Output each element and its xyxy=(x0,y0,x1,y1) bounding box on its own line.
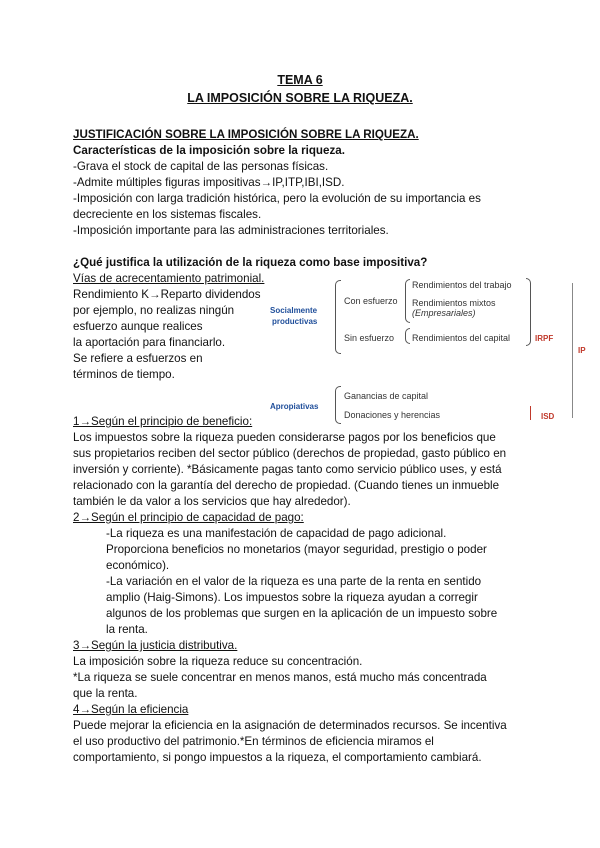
text-line: La imposición sobre la riqueza reduce su concentración. xyxy=(73,655,363,668)
text-line: -Imposición importante para las administraciones territoriales. xyxy=(73,224,389,237)
text-line: la renta. xyxy=(106,623,148,636)
text-line: Rendimiento K→Reparto dividendos xyxy=(73,288,261,301)
text-line: amplio (Haig-Simons). Los impuestos sobre la riqueza ayudan a corregir xyxy=(106,591,478,604)
text-line: Los impuestos sobre la riqueza pueden considerarse pagos por los beneficios que xyxy=(73,431,496,444)
question-heading: ¿Qué justifica la utilización de la riqueza como base impositiva? xyxy=(73,256,428,269)
principle-4-heading: 4→Según la eficiencia xyxy=(73,703,189,716)
text-line: términos de tiempo. xyxy=(73,368,175,381)
text-line: decreciente en los sistemas fiscales. xyxy=(73,208,262,221)
text-line: económico). xyxy=(106,559,170,572)
label-sin-esfuerzo: Sin esfuerzo xyxy=(344,333,395,343)
text-line: la aportación para financiarlo. xyxy=(73,336,226,349)
brace-productivas xyxy=(335,280,341,354)
label-ganancias: Ganancias de capital xyxy=(344,391,429,401)
principle-1-heading: 1→Según el principio de beneficio: xyxy=(73,415,253,428)
text-line: algunos de los problemas que surgen en la aplicación de un impuesto sobre xyxy=(106,607,498,620)
text-line: el uso productivo del patrimonio.*En términos de eficiencia miramos el xyxy=(73,735,434,748)
principle-2-heading: 2→Según el principio de capacidad de pago: xyxy=(73,511,304,524)
text-line: que la renta. xyxy=(73,687,138,700)
subheading-caracteristicas: Características de la imposición sobre la riqueza. xyxy=(73,144,345,157)
brace-apropiativas xyxy=(335,386,341,424)
text-line: inversión y corriente). *Básicamente pagas tanto como servicio público uses, y está xyxy=(73,463,502,476)
text-line: -La variación en el valor de la riqueza es una parte de la renta en sentido xyxy=(106,575,482,588)
section-heading-justificacion: JUSTIFICACIÓN SOBRE LA IMPOSICIÓN SOBRE LA RIQUEZA. xyxy=(73,128,419,141)
label-rend-mixtos: Rendimientos mixtos xyxy=(412,298,496,308)
brace-irpf xyxy=(526,278,531,346)
label-irpf: IRPF xyxy=(535,334,554,343)
vias-heading: Vías de acrecentamiento patrimonial. xyxy=(73,272,265,285)
divider-isd xyxy=(530,406,531,420)
label-productivas: productivas xyxy=(272,317,318,326)
label-isd: ISD xyxy=(541,412,555,421)
label-empresariales: (Empresariales) xyxy=(412,308,476,318)
text-line: -Grava el stock de capital de las personas físicas. xyxy=(73,160,329,173)
text-line: por ejemplo, no realizas ningún xyxy=(73,304,235,317)
label-ip: IP xyxy=(578,346,586,355)
text-line: -Admite múltiples figuras impositivas→IP,ITP,IBI,ISD. xyxy=(73,176,345,189)
text-line: relacionado con la garantía del derecho de propiedad. (Cuando tienes un inmueble xyxy=(73,479,500,492)
label-apropiativas: Apropiativas xyxy=(270,402,319,411)
text-line: -Imposición con larga tradición histórica, pero la evolución de su importancia es xyxy=(73,192,481,205)
label-rend-capital: Rendimientos del capital xyxy=(412,333,511,343)
brace-con-esfuerzo xyxy=(405,279,410,323)
label-donaciones: Donaciones y herencias xyxy=(344,410,441,420)
text-line: esfuerzo aunque realices xyxy=(73,320,203,333)
label-rend-trabajo: Rendimientos del trabajo xyxy=(412,280,512,290)
page-subtitle: LA IMPOSICIÓN SOBRE LA RIQUEZA. xyxy=(187,91,413,105)
text-line: Puede mejorar la eficiencia en la asignación de determinados recursos. Se incentiva xyxy=(73,719,507,732)
text-line: Proporciona beneficios no monetarios (mayor seguridad, prestigio o poder xyxy=(106,543,487,556)
text-line: *La riqueza se suele concentrar en menos manos, está mucho más concentrada xyxy=(73,671,487,684)
text-line: -La riqueza es una manifestación de capacidad de pago adicional. xyxy=(106,527,447,540)
page-title: TEMA 6 xyxy=(277,73,323,87)
divider-ip xyxy=(572,283,573,418)
principle-3-heading: 3→Según la justicia distributiva. xyxy=(73,639,238,652)
label-con-esfuerzo: Con esfuerzo xyxy=(344,296,398,306)
text-line: sus propietarios reciben del sector público (derechos de propiedad, gasto público en xyxy=(73,447,507,460)
text-line: Se refiere a esfuerzos en xyxy=(73,352,203,365)
text-line: también le da valor a los servicios que hay alrededor). xyxy=(73,495,351,508)
text-line: comportamiento, si pongo impuestos a la riqueza, el comportamiento cambiará. xyxy=(73,751,482,764)
label-socialmente: Socialmente xyxy=(270,306,318,315)
brace-sin-esfuerzo xyxy=(405,328,410,344)
